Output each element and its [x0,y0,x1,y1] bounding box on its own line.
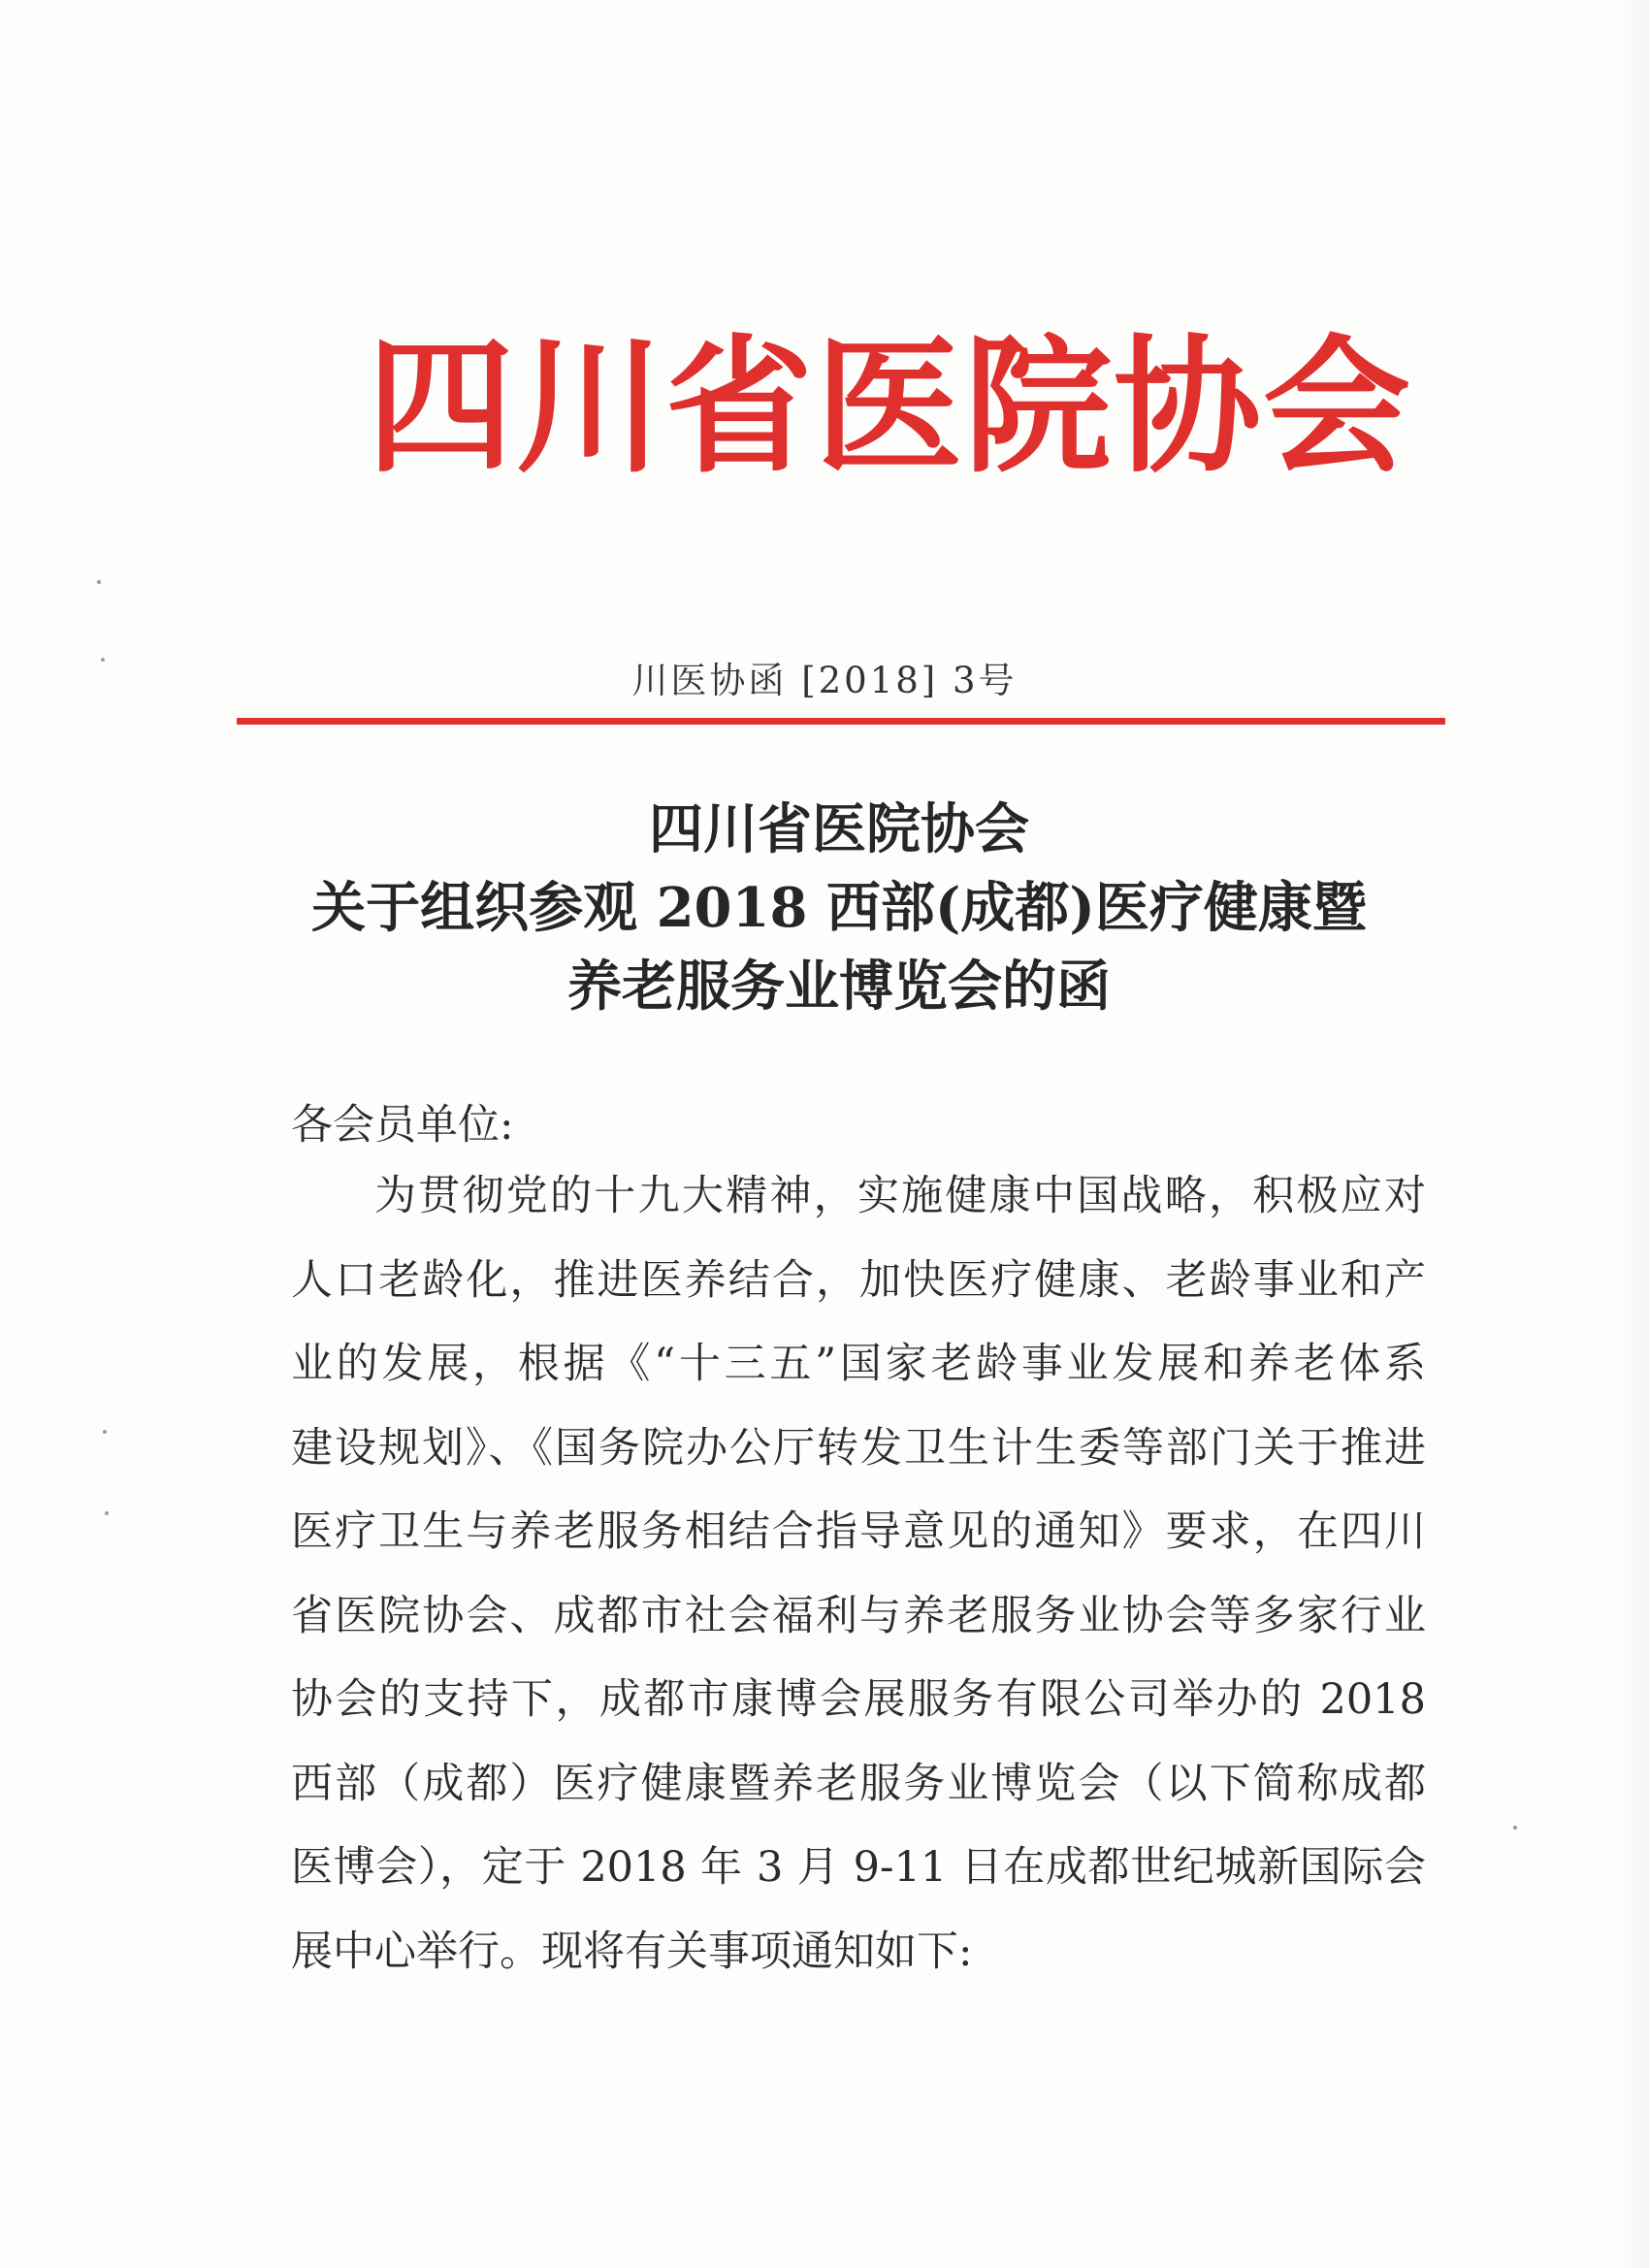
letterhead-organization-name: 四川省医院协会 [367,321,1412,493]
body-line: 展中心举行。现将有关事项通知如下: [291,1927,973,1976]
body-line: 医博会），定于 2018 年 3 月 9-11 日在成都世纪城新国际会 [291,1843,1426,1892]
body-line: 医疗卫生与养老服务相结合指导意见的通知》要求，在四川 [291,1507,1426,1556]
body-line: 省医院协会、成都市社会福利与养老服务业协会等多家行业 [291,1591,1426,1640]
salutation: 各会员单位: [291,1101,514,1150]
title-line: 关于组织参观 2018 西部(成都)医疗健康暨 [311,876,1367,940]
scan-speck [105,1511,109,1515]
document-number: 川医协函 [2018] 3号 [631,660,1018,701]
letterhead-red-rule [237,718,1445,725]
title-line: 养老服务业博览会的函 [567,955,1111,1019]
body-line: 建设规划》、《国务院办公厅转发卫生计生委等部门关于推进 [291,1423,1426,1473]
scan-speck [97,580,101,584]
body-line: 西部（成都）医疗健康暨养老服务业博览会（以下简称成都 [291,1759,1426,1808]
scan-speck [101,658,105,662]
scan-speck [1513,1826,1517,1830]
body-line: 为贯彻党的十九大精神，实施健康中国战略，积极应对 [374,1172,1426,1220]
title-line: 四川省医院协会 [649,797,1029,861]
scan-speck [103,1430,107,1434]
body-paragraph [291,1154,1426,1993]
body-line: 协会的支持下，成都市康博会展服务有限公司举办的 2018 [291,1675,1426,1724]
body-line: 人口老龄化，推进医养结合，加快医疗健康、老龄事业和产 [291,1255,1426,1305]
scan-edge-shadow [1622,0,1649,2268]
body-line: 业的发展，根据《“十三五”国家老龄事业发展和养老体系 [291,1340,1426,1388]
document-title [233,791,1445,1026]
